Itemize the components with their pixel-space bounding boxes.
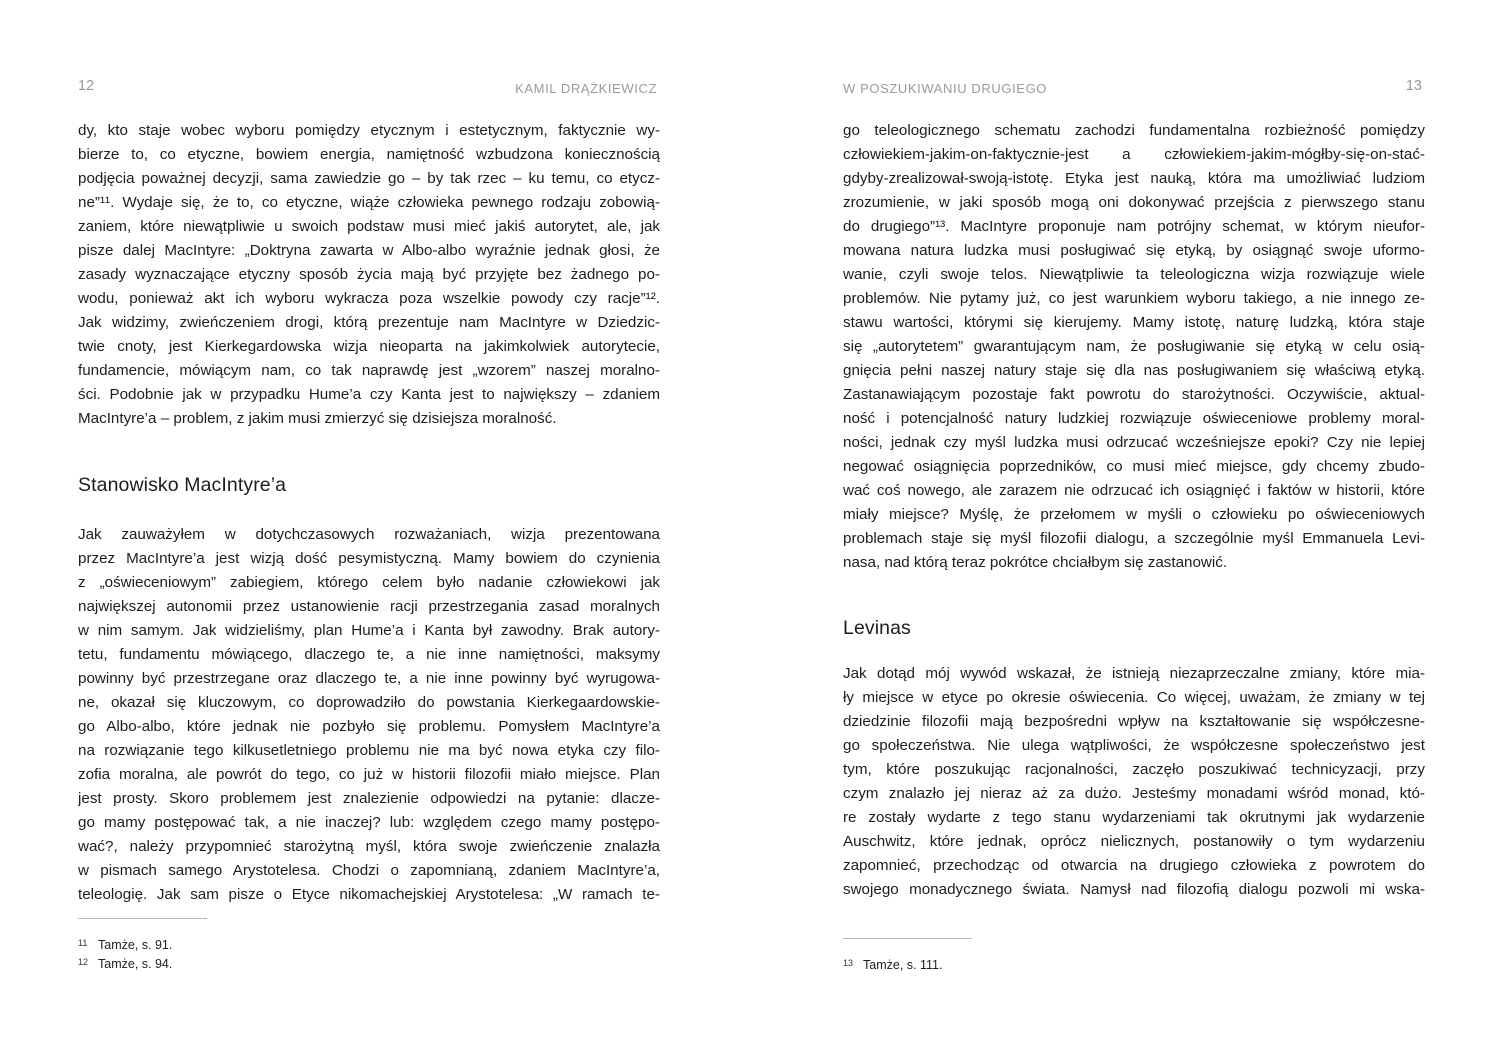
footnotes [843, 954, 1425, 973]
text-line: go mamy postępować tak, a nie inaczej? lub: względem czego mamy postępo- [78, 814, 660, 831]
text-line: re zostały wydarte z tego stanu wydarzeniami tak okrutnymi jak wydarzenie [843, 809, 1425, 826]
text-line: wanie, czyli swoje telos. Niewątpliwie ta teleologiczna wizja rozwiązuje wiele [843, 266, 1425, 283]
text-line: tym, które poszukując racjonalności, zaczęło poszukiwać technicyzacji, przy [843, 761, 1425, 778]
text-line: ne, okazał się kluczowym, co doprowadziło do powstania Kierkegaardowskie- [78, 694, 660, 711]
text-line: swojego monadycznego świata. Namysł nad filozofią dialogu pozwoli mi wska- [843, 881, 1425, 898]
text-line: Jak dotąd mój wywód wskazał, że istnieją niezaprzeczalne zmiany, które mia- [843, 665, 1425, 682]
text-line: go społeczeństwa. Nie ulega wątpliwości, że współczesne społeczeństwo jest [843, 737, 1425, 754]
text-line: dy, kto staje wobec wyboru pomiędzy etycznym i estetycznym, faktycznie wy- [78, 122, 660, 139]
text-line: ne”¹¹. Wydaje się, że to, co etyczne, wiąże człowieka pewnego rodzaju zobowią- [78, 194, 660, 211]
text-line: miały miejsce? Myślę, że przełomem w myśli o człowieku po oświeceniowych [843, 506, 1425, 523]
text-line: wać coś nowego, ale zarazem nie odrzucać ich osiągnięć i faktów w historii, które [843, 482, 1425, 499]
footnote-rule [843, 938, 972, 939]
text-line: wodu, ponieważ akt ich wyboru wykracza poza wszelkie powody czy racje”¹². [78, 290, 660, 307]
footnote-number: 12 [78, 957, 89, 967]
text-line: podjęcia poważnej decyzji, sama zawiedzie go – by tak rzec – ku temu, co etycz- [78, 170, 660, 187]
footnote-text: Tamże, s. 94. [98, 957, 173, 971]
left-page [78, 0, 660, 1060]
footnote [78, 934, 660, 953]
text-line: zapomnieć, przechodząc od otwarcia na drugiego człowieka z powrotem do [843, 857, 1425, 874]
text-line: do drugiego”¹³. MacIntyre proponuje nam potrójny schemat, w którym nieufor- [843, 218, 1425, 235]
running-head [78, 79, 660, 97]
text-line: przez MacIntyre’a jest wizją dość pesymistyczną. Mamy bowiem do czynienia [78, 550, 660, 567]
text-line: tetu, fundamentu mówiącego, dlaczego te, a nie inne namiętności, maksymy [78, 646, 660, 663]
right-page [843, 0, 1425, 1060]
text-line: go Albo-albo, które jednak nie pozbyło się problemu. Pomysłem MacIntyre’a [78, 718, 660, 735]
footnote-text: Tamże, s. 111. [863, 958, 943, 972]
footnote [843, 954, 1425, 973]
text-line: problemów. Nie pytamy już, co jest warunkiem wyboru takiego, a nie innego ze- [843, 290, 1425, 307]
text-line: pisze dalej MacIntyre: „Doktryna zawarta w Albo-albo wyraźnie jednak głosi, że [78, 242, 660, 259]
text-line: ły miejsce w etyce po okresie oświecenia. Co więcej, uważam, że zmiany w tej [843, 689, 1425, 706]
text-line: czym znalazło jej nieraz aż za dużo. Jesteśmy monadami wśród monad, któ- [843, 785, 1425, 802]
section-heading: Levinas [843, 617, 911, 639]
running-title: KAMIL DRĄŻKIEWICZ [515, 81, 657, 96]
text-line: zofia moralna, ale powrót do tego, co już w historii filozofii miało miejsce. Plan [78, 766, 660, 783]
text-line: ności, jednak czy myśl ludzka musi odrzucać wcześniejsze epoki? Czy nie lepiej [843, 434, 1425, 451]
text-line: mowana natura ludzka musi posługiwać się etyką, by osiągnąć swoje uformo- [843, 242, 1425, 259]
paragraph [843, 119, 1425, 575]
text-line: negować osiągnięcia poprzedników, co musi mieć miejsce, gdy chcemy zbudo- [843, 458, 1425, 475]
paragraph [78, 523, 660, 907]
section-heading: Stanowisko MacIntyre’a [78, 474, 287, 496]
running-head [843, 79, 1425, 97]
text-line: w pismach samego Arystotelesa. Chodzi o zapomnianą, zdaniem MacIntyre’a, [78, 862, 660, 879]
footnote-rule [78, 918, 207, 919]
text-line: fundamencie, mówiącym nam, co tak naprawdę jest „wzorem” naszej moralno- [78, 362, 660, 379]
text-line: zasady wyznaczające etyczny sposób życia mają być przyjęte bez żadnego po- [78, 266, 660, 283]
text-line: się „autorytetem” gwarantującym nam, że posługiwanie się etyką w celu osią- [843, 338, 1425, 355]
text-line: gdyby-zrealizował-swoją-istotę. Etyka jest nauką, która ma umożliwiać ludziom [843, 170, 1425, 187]
text-line: stawu wartości, którymi się kierujemy. Mamy istotę, naturę ludzką, która staje [843, 314, 1425, 331]
footnote-number: 13 [843, 958, 854, 968]
paragraph [843, 662, 1425, 902]
text-line: zaniem, które niewątpliwie u swoich podstaw musi mieć jakiś autorytet, ale, jak [78, 218, 660, 235]
text-line: twie cnoty, jest Kierkegardowska wizja nieoparta na jakimkolwiek autorytecie, [78, 338, 660, 355]
text-line: Jak zauważyłem w dotychczasowych rozważaniach, wizja prezentowana [78, 526, 660, 543]
running-title: W POSZUKIWANIU DRUGIEGO [843, 81, 1047, 96]
text-line: ność i potencjalność natury ludzkiej rozwiązuje oświeceniowe problemy moral- [843, 410, 1425, 427]
text-line: MacIntyre’a – problem, z jakim musi zmierzyć się dzisiejsza moralność. [78, 410, 557, 427]
text-line: największej autonomii przez ustanowienie racji przestrzegania zasad moralnych [78, 598, 660, 615]
text-line: bierze to, co etyczne, bowiem energia, namiętność wzbudzona koniecznością [78, 146, 660, 163]
text-line: problemach staje się myśl filozofii dialogu, a szczególnie myśl Emmanuela Levi- [843, 530, 1425, 547]
footnote-number: 11 [78, 938, 88, 948]
text-line: człowiekiem-jakim-on-faktycznie-jest a człowiekiem-jakim-mógłby-się-on-stać- [843, 146, 1425, 163]
text-line: wać?, należy przypomnieć starożytną myśl, która swoje zwieńczenie znalazła [78, 838, 660, 855]
text-line: powinny być przestrzegane oraz dlaczego te, a nie inne powinny być wyrugowa- [78, 670, 660, 687]
text-line: ści. Podobnie jak w przypadku Hume’a czy Kanta jest to największy – zdaniem [78, 386, 660, 403]
text-line: Jak widzimy, zwieńczeniem drogi, którą prezentuje nam MacIntyre w Dziedzic- [78, 314, 660, 331]
text-line: dziedzinie filozofii mają bezpośredni wpływ na kształtowanie się współczesne- [843, 713, 1425, 730]
page-number: 13 [1405, 78, 1422, 94]
text-line: Auschwitz, które jednak, oprócz nielicznych, postanowiły o tym wydarzeniu [843, 833, 1425, 850]
text-line: gnięcia pełni naszej natury staje się dla nas posługiwaniem się właściwą etyką. [843, 362, 1425, 379]
text-line: w nim samym. Jak widzieliśmy, plan Hume’a i Kanta był zawodny. Brak autory- [78, 622, 660, 639]
page-number: 12 [78, 78, 95, 94]
text-line: teleologię. Jak sam pisze o Etyce nikomachejskiej Arystotelesa: „W ramach te- [78, 886, 660, 903]
text-line: na rozwiązanie tego kilkusetletniego problemu nie ma być nowa etyka czy filo- [78, 742, 660, 759]
text-line: Zastanawiającym pozostaje fakt powrotu do starożytności. Oczywiście, aktual- [843, 386, 1425, 403]
text-line: nasa, nad którą teraz pokrótce chciałbym się zastanowić. [843, 554, 1228, 571]
text-line: jest prosty. Skoro problemem jest znalezienie odpowiedzi na pytanie: dlacze- [78, 790, 660, 807]
footnote-text: Tamże, s. 91. [98, 938, 173, 952]
text-line: z „oświeceniowym” zabiegiem, którego celem było nadanie człowiekowi jak [78, 574, 660, 591]
text-line: go teleologicznego schematu zachodzi fundamentalna rozbieżność pomiędzy [843, 122, 1425, 139]
footnote [78, 953, 660, 972]
paragraph [78, 119, 660, 431]
footnotes [78, 934, 660, 972]
text-line: zrozumienie, w jaki sposób mogą oni dokonywać przejścia z pierwszego stanu [843, 194, 1425, 211]
